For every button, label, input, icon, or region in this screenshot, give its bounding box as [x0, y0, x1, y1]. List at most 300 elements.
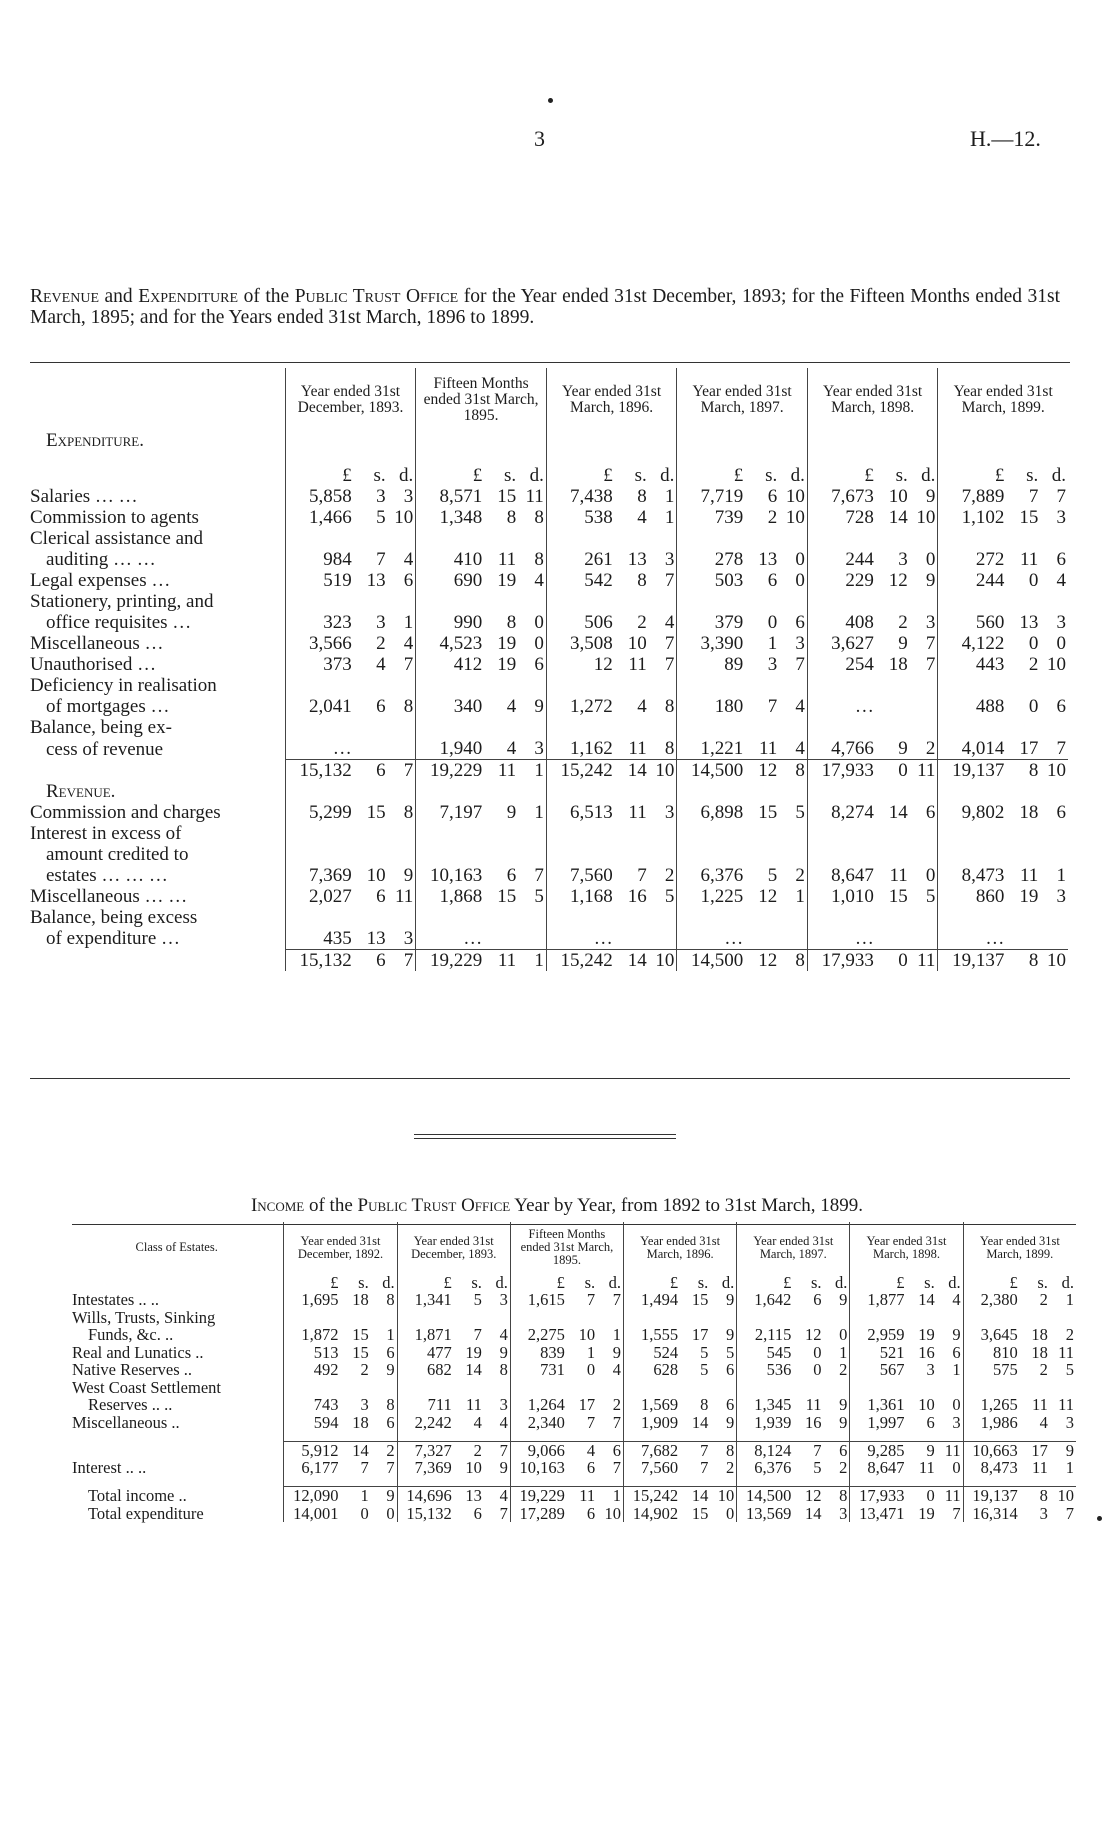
blank-cell	[1006, 717, 1040, 738]
value-cell: 6,376	[737, 1459, 794, 1477]
value-cell: …	[416, 928, 484, 949]
blank-cell	[910, 430, 938, 451]
value-cell: 18	[1031, 1325, 1048, 1344]
row-label: Salaries … …	[30, 486, 138, 507]
table1-title	[30, 286, 1060, 328]
value-cell: 11	[889, 865, 908, 886]
subtotal-row	[72, 1441, 1076, 1459]
blank-cell	[876, 781, 910, 802]
value-cell: 4	[1039, 1412, 1048, 1432]
unit-label: d.	[495, 1272, 508, 1292]
total-cell: 15	[691, 1503, 709, 1523]
section-divider	[414, 1138, 676, 1139]
total-cell: 11	[910, 950, 938, 972]
value-cell: 261	[546, 549, 614, 570]
value-cell: 15	[888, 886, 908, 907]
blank-cell	[963, 1309, 1020, 1327]
blank-cell	[876, 528, 910, 549]
value-cell: 1,341	[397, 1291, 454, 1309]
unit-label: s.	[1037, 1272, 1048, 1292]
value-cell: 1	[403, 612, 414, 633]
value-cell: 1	[1056, 865, 1066, 886]
value-cell: 545	[737, 1344, 794, 1362]
blank-cell	[30, 950, 285, 972]
value-cell: 8,647	[807, 865, 875, 886]
value-cell: 9	[612, 1342, 622, 1362]
blank-cell	[510, 1477, 567, 1487]
column-header: Year ended 31st December, 1892.	[284, 1222, 397, 1271]
value-cell: 7,560	[546, 865, 614, 886]
value-cell: 4	[795, 738, 805, 759]
value-cell: 18	[352, 1412, 369, 1432]
value-cell: 6	[586, 1458, 596, 1477]
value-cell: 6	[386, 1412, 395, 1432]
value-cell: 6	[1056, 696, 1066, 717]
row-label: of mortgages …	[46, 696, 170, 717]
total-cell: 8	[824, 1487, 850, 1505]
blank-cell	[284, 1379, 341, 1397]
blank-cell	[876, 844, 910, 865]
column-header-row	[30, 368, 1068, 430]
subtotal-cell: 11	[937, 1441, 963, 1459]
blank-cell	[546, 528, 614, 549]
column-header: Year ended 31st March, 1899.	[963, 1222, 1076, 1271]
blank-cell	[484, 1431, 510, 1441]
value-cell: 5	[725, 1342, 735, 1362]
blank-cell	[484, 1379, 510, 1397]
value-cell: 8	[403, 802, 414, 823]
value-cell: 6	[725, 1360, 735, 1379]
value-cell: 373	[285, 654, 353, 675]
blank-cell	[1040, 528, 1068, 549]
blank-cell	[938, 781, 1006, 802]
value-cell: 7	[612, 1458, 622, 1477]
blank-cell	[354, 823, 388, 844]
income-table	[72, 1222, 1076, 1522]
total-cell: 12	[745, 950, 779, 972]
value-cell: 2,340	[510, 1414, 567, 1432]
blank-cell	[737, 1477, 794, 1487]
value-cell: 690	[416, 570, 484, 591]
value-cell: 10,163	[510, 1459, 567, 1477]
blank-cell	[649, 907, 677, 928]
blank-cell	[907, 1477, 937, 1487]
row-label: auditing … …	[46, 549, 156, 570]
value-cell: …	[285, 738, 353, 760]
value-cell: 412	[416, 654, 484, 675]
unit-label: d.	[790, 465, 805, 486]
total-expenditure-row	[72, 1505, 1076, 1523]
total-cell: 10	[1050, 1487, 1076, 1505]
value-cell: 7	[664, 633, 675, 654]
value-cell: 19	[1019, 886, 1039, 907]
blank-cell	[649, 430, 677, 451]
blank-cell	[850, 1309, 907, 1327]
total-cell: 7	[499, 1503, 508, 1523]
value-cell: 15	[497, 486, 517, 507]
value-cell: 17	[1019, 738, 1039, 759]
value-cell: 513	[284, 1344, 341, 1362]
total-cell: 14,902	[624, 1505, 681, 1523]
value-cell: 1,695	[284, 1291, 341, 1309]
value-cell: 11	[805, 1395, 822, 1414]
value-cell: 2	[376, 633, 386, 654]
value-cell: 2	[1065, 1325, 1074, 1344]
subtotal-cell: 7	[680, 1441, 710, 1459]
blank-cell	[807, 823, 875, 844]
blank-cell	[677, 528, 745, 549]
value-cell: 3,508	[546, 633, 614, 654]
value-cell: 11	[1020, 865, 1039, 886]
document-reference: H.—12.	[970, 126, 1041, 151]
blank-cell	[1050, 1379, 1076, 1397]
value-cell: …	[546, 928, 614, 949]
blank-cell	[624, 1309, 681, 1327]
value-cell: 2	[898, 612, 908, 633]
blank-cell	[938, 675, 1006, 696]
blank-cell	[454, 1309, 484, 1327]
margin-speck	[1097, 1516, 1102, 1521]
value-cell: 3	[795, 633, 805, 654]
value-cell: 1,997	[850, 1414, 907, 1432]
value-cell: 1,939	[737, 1414, 794, 1432]
value-cell: 2	[839, 1360, 848, 1379]
unit-label: £	[546, 451, 614, 486]
value-cell: 8	[664, 696, 675, 717]
blank-cell	[72, 1477, 284, 1487]
unit-label: d.	[382, 1272, 395, 1292]
total-cell: 0	[876, 760, 910, 782]
value-cell: 4	[473, 1412, 482, 1432]
value-cell: 0	[925, 549, 936, 570]
blank-cell	[680, 1379, 710, 1397]
total-cell: 8	[1006, 950, 1040, 972]
blank-cell	[285, 907, 353, 928]
value-cell: 13	[1019, 612, 1039, 633]
total-cell: 17,933	[807, 760, 875, 782]
value-cell: 254	[807, 654, 875, 675]
unit-label: d.	[1061, 1272, 1074, 1292]
value-cell: 11	[497, 549, 517, 570]
column-header: Fifteen Months ended 31st March, 1895.	[510, 1222, 623, 1271]
blank-cell	[1040, 717, 1068, 738]
value-cell: 11	[1058, 1395, 1074, 1414]
value-cell: 6	[926, 1412, 935, 1432]
value-cell: 7	[664, 654, 675, 675]
value-cell	[910, 696, 938, 717]
blank-cell	[567, 1379, 597, 1397]
interest-row	[72, 1459, 1076, 1477]
value-cell: 0	[795, 570, 805, 591]
value-cell: 14	[465, 1360, 482, 1379]
total-cell: 9	[371, 1487, 397, 1505]
blank-cell	[285, 844, 353, 865]
value-cell: 1,642	[737, 1291, 794, 1309]
value-cell: 2	[795, 865, 805, 886]
value-cell: 18	[352, 1290, 369, 1309]
blank-cell	[907, 1379, 937, 1397]
row-label: amount credited to	[46, 844, 189, 865]
blank-cell	[285, 717, 353, 738]
value-cell: 10,163	[416, 865, 484, 886]
value-cell: 560	[938, 612, 1006, 633]
blank-cell	[484, 717, 518, 738]
total-cell: 1	[518, 950, 546, 972]
value-cell: 6	[813, 1290, 822, 1309]
unit-label: s.	[810, 1272, 822, 1292]
value-cell: 4	[403, 549, 414, 570]
unit-label: £	[963, 1271, 1020, 1291]
blank-cell	[710, 1477, 736, 1487]
value-cell: 2	[637, 612, 647, 633]
blank-cell	[910, 528, 938, 549]
value-cell: 8	[534, 507, 544, 528]
blank-cell	[910, 823, 938, 844]
estate-class-row	[72, 1396, 1076, 1414]
section-heading-row	[30, 781, 1068, 802]
value-cell: 8	[664, 738, 675, 759]
value-cell: 1,168	[546, 886, 614, 907]
value-cell: 9	[534, 696, 544, 717]
blank-cell	[416, 781, 484, 802]
value-cell: 5	[767, 865, 778, 886]
blank-cell	[779, 823, 807, 844]
blank-cell	[285, 675, 353, 696]
value-cell: 990	[416, 612, 484, 633]
value-cell: 18	[1019, 802, 1039, 823]
blank-cell	[1006, 907, 1040, 928]
row-label: estates … … …	[46, 865, 168, 886]
blank-cell	[546, 591, 614, 612]
subtotal-cell: 2	[454, 1441, 484, 1459]
value-cell: 3	[1056, 507, 1066, 528]
value-cell: 17	[578, 1395, 596, 1414]
blank-cell	[807, 781, 875, 802]
value-cell	[1006, 928, 1040, 949]
blank-cell	[518, 907, 546, 928]
total-cell: 11	[910, 760, 938, 782]
column-header-row	[72, 1222, 1076, 1271]
total-cell: 11	[937, 1487, 963, 1505]
value-cell: 5,299	[285, 802, 353, 823]
blank-cell	[710, 1379, 736, 1397]
value-cell: 2	[360, 1360, 369, 1379]
blank-cell	[649, 844, 677, 865]
value-cell: 6	[403, 570, 414, 591]
blank-cell	[745, 528, 779, 549]
value-cell: 3	[1056, 886, 1066, 907]
value-cell: 7	[534, 865, 544, 886]
blank-cell	[807, 717, 875, 738]
blank-cell	[937, 1431, 963, 1441]
blank-cell	[745, 591, 779, 612]
value-cell: 19	[465, 1342, 482, 1362]
value-cell: 5	[376, 507, 386, 528]
blank-cell	[416, 591, 484, 612]
value-cell: 9	[925, 486, 936, 507]
value-cell: 229	[807, 570, 875, 591]
blank-cell	[484, 781, 518, 802]
value-cell: 860	[938, 886, 1006, 907]
total-cell: 12	[745, 760, 779, 782]
blank-cell	[745, 823, 779, 844]
blank-cell	[1020, 1309, 1050, 1327]
value-cell: 0	[534, 612, 544, 633]
expenditure-row	[30, 486, 1068, 507]
blank-cell	[793, 1309, 823, 1327]
row-label: West Coast Settlement	[72, 1377, 221, 1397]
value-cell: 575	[963, 1361, 1020, 1379]
value-cell: 9	[839, 1395, 848, 1414]
value-cell: 839	[510, 1344, 567, 1362]
value-cell: 1,909	[624, 1414, 681, 1432]
blank-cell	[677, 781, 745, 802]
subtotal-cell: 6	[824, 1441, 850, 1459]
blank-cell	[567, 1431, 597, 1441]
subtotal-cell: 7,327	[397, 1441, 454, 1459]
unit-label: s.	[471, 1272, 482, 1292]
value-cell: 2	[839, 1458, 848, 1477]
blank-cell	[484, 1477, 510, 1487]
value-cell	[649, 928, 677, 949]
blank-cell	[745, 430, 779, 451]
value-cell: 3	[499, 1395, 508, 1414]
blank-cell	[510, 1309, 567, 1327]
unit-label: £	[416, 451, 484, 486]
value-cell: 15	[758, 802, 778, 823]
blank-cell	[597, 1309, 623, 1327]
title-part: Income	[250, 1195, 305, 1216]
total-cell: 11	[567, 1487, 597, 1505]
subtotal-cell: 9,285	[850, 1441, 907, 1459]
blank-cell	[285, 528, 353, 549]
value-cell: 9	[386, 1360, 395, 1379]
blank-cell	[484, 907, 518, 928]
blank-cell	[624, 1477, 681, 1487]
blank-cell	[938, 717, 1006, 738]
value-cell: 11	[525, 486, 544, 507]
value-cell: 12	[805, 1325, 822, 1344]
blank-cell	[938, 823, 1006, 844]
value-cell: 4	[952, 1290, 961, 1309]
value-cell: 1	[1065, 1458, 1074, 1477]
value-cell: 9	[725, 1412, 735, 1432]
value-cell: 4	[403, 633, 414, 654]
blank-cell	[285, 430, 353, 451]
blank-cell	[1006, 430, 1040, 451]
blank-cell	[615, 781, 649, 802]
subtotal-cell: 14	[341, 1441, 371, 1459]
value-cell: 3	[1056, 612, 1066, 633]
value-cell: 5	[700, 1360, 709, 1379]
value-cell: 7	[612, 1290, 622, 1309]
blank-cell	[416, 675, 484, 696]
blank-cell	[416, 823, 484, 844]
total-cell: 15,242	[624, 1487, 681, 1505]
value-cell: 19	[918, 1325, 935, 1344]
blank-cell	[680, 1477, 710, 1487]
blank-cell	[1040, 591, 1068, 612]
blank-cell	[341, 1477, 371, 1487]
revenue-row	[30, 886, 1068, 907]
expenditure-row	[30, 696, 1068, 717]
blank-cell	[1006, 823, 1040, 844]
value-cell: 9	[952, 1325, 961, 1344]
value-cell: 1,872	[284, 1326, 341, 1344]
blank-cell	[1006, 675, 1040, 696]
total-cell: 13,471	[850, 1505, 907, 1523]
total-cell: 17,933	[850, 1487, 907, 1505]
row-label: Reserves .. ..	[88, 1395, 173, 1414]
total-cell: 15,132	[285, 760, 353, 782]
blank-cell	[649, 675, 677, 696]
total-cell: 3	[839, 1503, 848, 1523]
blank-cell	[354, 675, 388, 696]
total-cell: 19,137	[938, 950, 1006, 972]
column-header: Year ended 31st March, 1898.	[807, 368, 938, 430]
total-cell: 8	[779, 760, 807, 782]
blank-cell	[963, 1431, 1020, 1441]
row-label: Real and Lunatics ..	[72, 1342, 204, 1362]
value-cell: 3,390	[677, 633, 745, 654]
value-cell: 2	[612, 1395, 622, 1414]
value-cell: 739	[677, 507, 745, 528]
blank-cell	[677, 823, 745, 844]
unit-label: s.	[1026, 465, 1039, 486]
value-cell: 15	[497, 886, 517, 907]
value-cell: 17	[691, 1325, 709, 1344]
row-label: Interest in excess of	[30, 823, 182, 844]
value-cell: 6	[386, 1342, 395, 1362]
blank-cell	[72, 1441, 284, 1459]
total-cell: 15,132	[285, 950, 353, 972]
value-cell: 244	[938, 570, 1006, 591]
value-cell: 1	[795, 886, 805, 907]
value-cell: 3,627	[807, 633, 875, 654]
blank-cell	[807, 430, 875, 451]
blank-cell	[649, 717, 677, 738]
value-cell: 4	[499, 1412, 508, 1432]
value-cell: 4	[1056, 570, 1066, 591]
value-cell: 682	[397, 1361, 454, 1379]
value-cell: 488	[938, 696, 1006, 717]
total-cell: 14	[615, 950, 649, 972]
title-part: Public Trust Office	[357, 1195, 511, 1216]
unit-label: £	[397, 1271, 454, 1291]
revenue-row	[30, 928, 1068, 949]
value-cell: 11	[918, 1458, 935, 1477]
value-cell: 7,889	[938, 486, 1006, 507]
row-label: cess of revenue	[46, 738, 164, 760]
expenditure-heading: Expenditure.	[46, 430, 144, 451]
value-cell: 2,041	[285, 696, 353, 717]
blank-cell	[745, 675, 779, 696]
blank-cell	[341, 1379, 371, 1397]
value-cell: 1,868	[416, 886, 484, 907]
subtotal-cell: 17	[1020, 1441, 1050, 1459]
value-cell: 8	[637, 486, 647, 507]
value-cell: 7	[473, 1325, 482, 1344]
value-cell	[745, 928, 779, 949]
total-cell: 12	[793, 1487, 823, 1505]
blank-cell	[938, 528, 1006, 549]
column-header: Year ended 31st December, 1893.	[397, 1222, 510, 1271]
value-cell: 5	[473, 1290, 482, 1309]
blank-cell	[793, 1379, 823, 1397]
blank-cell	[1020, 1431, 1050, 1441]
blank-cell	[677, 430, 745, 451]
table1-top-rule	[30, 362, 1070, 363]
